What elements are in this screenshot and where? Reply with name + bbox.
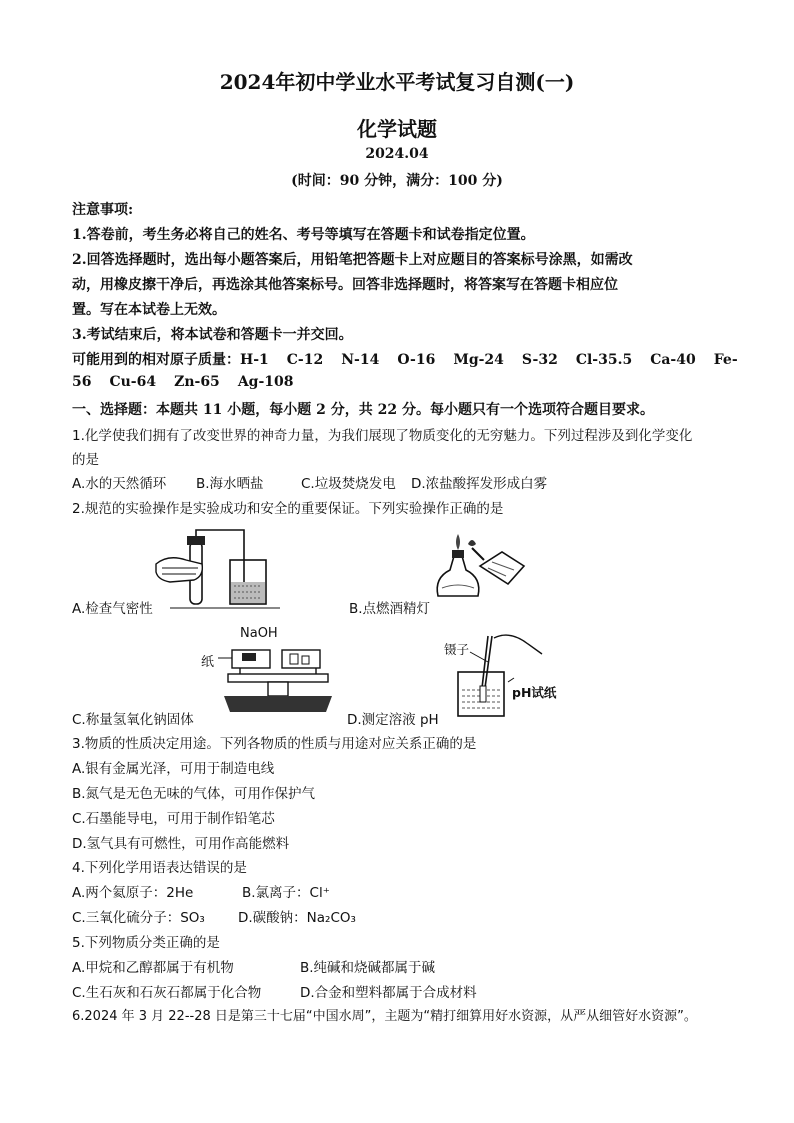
q1-option-a: A.水的天然循环 (72, 476, 167, 492)
lamp-cap (452, 550, 464, 558)
naoh-solid (242, 653, 256, 661)
right-pan (282, 650, 320, 668)
notes-heading: 注意事项: (72, 202, 134, 218)
q5-option-c: C.生石灰和石灰石都属于化合物 (72, 985, 262, 1001)
tilted-wick (472, 548, 484, 560)
note-3: 3.考试结束后，将本试卷和答题卡一并交回。 (72, 327, 353, 343)
label-ph-paper: pH试纸 (512, 685, 557, 700)
q1-option-c: C.垃圾焚烧发电 (301, 476, 396, 492)
q4-option-a: A.两个氦原子：2He (72, 885, 194, 901)
q1-stem-line-1: 1.化学使我们拥有了改变世界的神奇力量，为我们展现了物质变化的无穷魅力。下列过程涉及到化学变化 (72, 428, 693, 444)
mass-n: N-14 (341, 352, 380, 368)
note-2-line-2: 动，用橡皮擦干净后，再选涂其他答案标号。回答非选择题时，将答案写在答题卡相应位 (72, 277, 618, 293)
section-1-heading: 一、选择题：本题共 11 小题，每小题 2 分，共 22 分。每小题只有一个选项符合题目要求。 (72, 402, 654, 418)
mass-ag: Ag-108 (237, 374, 294, 390)
q5-option-b: B.纯碱和烧碱都属于碱 (300, 960, 436, 976)
label-tweezers: 镊子 (444, 642, 470, 657)
mass-s: S-32 (521, 352, 558, 368)
atomic-mass-line-1 (72, 349, 738, 369)
ph-strip (480, 686, 486, 702)
mass-c: C-12 (286, 352, 324, 368)
q2-option-c: C.称量氢氧化钠固体 (72, 712, 194, 728)
q2-stem: 2.规范的实验操作是实验成功和安全的重要保证。下列实验操作正确的是 (72, 501, 504, 517)
balance-beam (228, 674, 328, 682)
q5-option-d: D.合金和塑料都属于合成材料 (300, 985, 477, 1001)
q1-option-d: D.浓盐酸挥发形成白雾 (411, 476, 548, 492)
mass-fe: Fe- (713, 352, 738, 368)
atomic-mass-label: 可能用到的相对原子质量：H-1 (72, 352, 269, 368)
q2-option-d: D.测定溶液 pH (347, 712, 439, 728)
q4-stem: 4.下列化学用语表达错误的是 (72, 860, 247, 876)
q5-option-a: A.甲烷和乙醇都属于有机物 (72, 960, 234, 976)
q2-option-b: B.点燃酒精灯 (349, 601, 431, 617)
balance-pillar (268, 682, 288, 696)
flame-icon-2 (468, 540, 476, 546)
mass-cl: Cl-35.5 (575, 352, 633, 368)
q3-option-d: D.氢气具有可燃性，可用作高能燃料 (72, 836, 290, 852)
rubber-stopper (187, 536, 205, 545)
q1-option-b: B.海水晒盐 (196, 476, 264, 492)
hand-icon (494, 635, 542, 654)
figure-light-alcohol-lamp (428, 526, 530, 604)
weight-1 (290, 654, 298, 664)
q4-option-c: C.三氧化硫分子：SO₃ (72, 910, 205, 926)
note-1: 1.答卷前，考生务必将自己的姓名、考号等填写在答题卡和试卷指定位置。 (72, 227, 535, 243)
figure-weigh-naoh (218, 640, 338, 718)
ph-paper-pointer (508, 678, 514, 682)
label-naoh: NaOH (240, 626, 278, 641)
q6-stem: 6.2024 年 3 月 22--28 日是第三十七届“中国水周”，主题为“精打细算用好水资源，从严从细管好水资源”。 (72, 1009, 697, 1024)
exam-date: 2024.04 (365, 146, 429, 162)
exam-time-info: (时间：90 分钟，满分：100 分) (291, 173, 503, 189)
q4-option-d: D.碳酸钠：Na₂CO₃ (238, 910, 356, 926)
mass-cu: Cu-64 (109, 374, 157, 390)
exam-title: 2024年初中学业水平考试复习自测(一) (219, 70, 575, 94)
mass-ca: Ca-40 (650, 352, 696, 368)
alcohol-lamp (437, 556, 479, 596)
balance-base (224, 696, 332, 712)
q4-option-b: B.氯离子：Cl⁺ (242, 885, 330, 901)
hand-icon (156, 558, 202, 582)
weight-2 (302, 656, 309, 664)
note-2-line-3: 置。写在本试卷上无效。 (72, 302, 226, 318)
q2-option-a: A.检查气密性 (72, 601, 153, 617)
flame-icon (456, 534, 460, 550)
label-paper: 纸 (201, 655, 215, 670)
mass-fe-value: 56 (72, 374, 92, 390)
figure-measure-ph (448, 628, 548, 720)
mass-zn: Zn-65 (174, 374, 220, 390)
q1-stem-line-2: 的是 (72, 452, 99, 468)
mass-mg: Mg-24 (453, 352, 504, 368)
q3-option-a: A.银有金属光泽，可用于制造电线 (72, 761, 275, 777)
mass-o: O-16 (397, 352, 436, 368)
q3-option-c: C.石墨能导电，可用于制作铅笔芯 (72, 811, 275, 827)
second-lamp-tilted (480, 552, 524, 584)
pan-supports (240, 668, 316, 674)
figure-check-airtightness (150, 524, 290, 612)
note-2-line-1: 2.回答选择题时，选出每小题答案后，用铅笔把答题卡上对应题目的答案标号涂黑，如需改 (72, 252, 633, 268)
q5-stem: 5.下列物质分类正确的是 (72, 935, 220, 951)
q3-stem: 3.物质的性质决定用途。下列各物质的性质与用途对应关系正确的是 (72, 736, 477, 752)
exam-subject: 化学试题 (357, 117, 437, 141)
atomic-mass-line-2 (72, 374, 312, 390)
q3-option-b: B.氮气是无色无味的气体，可用作保护气 (72, 786, 316, 802)
